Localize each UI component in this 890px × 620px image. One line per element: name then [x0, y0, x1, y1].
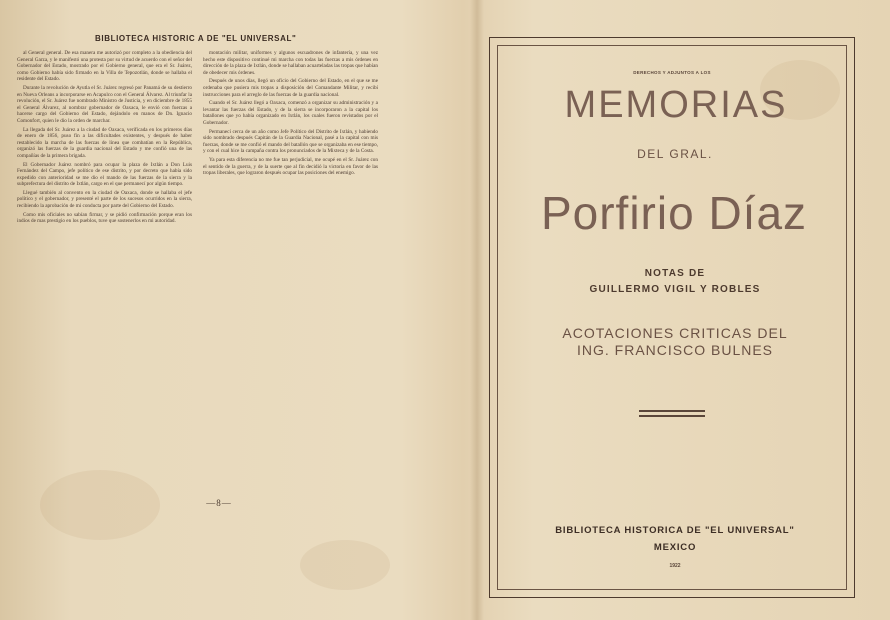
paragraph: Llegué también al convento en la ciudad de Oaxaca, donde se hallaba el jefe político y el gobernador, y presenté el parte de los sucesos ocurridos en la sierra, recibiendo la aprobación de mi conducta por parte del Gobierno del Estado. — [17, 189, 192, 210]
text-column-right — [203, 50, 378, 445]
paragraph: Durante la revolución de Ayutla el Sr. Juárez regresó por Panamá de su destierro en Nueva Orleans a incorporarse en Acapulco con el General Álvarez. Al triunfar la revolución, el Sr. Juárez fue nombrado Ministro de Justicia, y en diciembre de 1855 el General Álvarez, al nombrar gobernador de Oaxaca, le envió con fuerzas a hacerse cargo del Gobierno del Estado, dejándolo en manos de Dn. Ignacio Comonfort, quien le dio la orden de marchar. — [17, 84, 192, 124]
paragraph: Cuando el Sr. Juárez llegó a Oaxaca, comenzó a organizar su administración y a levantar las fuerzas del Estado, y de la sierra se incorporaron a la capital los batallones que yo había organizado en Ixtlán, los cuales fueron revistados por el Gobernador. — [203, 100, 378, 126]
paragraph: Ya para esta diferencia no me fue tan perjudicial, me ocupé en el Sr. Juárez con el sentido de la guerra, y de la suerte que al fin decidió la victoria en favor de las tropas liberales, que lograron después ocupar las posiciones del enemigo. — [203, 156, 378, 177]
paper-stain — [300, 540, 390, 590]
running-header: BIBLIOTECA HISTORIC A DE "EL UNIVERSAL" — [95, 34, 297, 43]
critique-author: ING. FRANCISCO BULNES — [576, 342, 774, 358]
publisher-city: MEXICO — [653, 542, 697, 553]
publisher-block — [520, 522, 830, 556]
critique-credit — [520, 325, 830, 359]
publisher-name: BIBLIOTECA HISTORICA DE "EL UNIVERSAL" — [555, 525, 795, 536]
book-title: MEMORIAS — [564, 84, 788, 126]
paragraph: Como mis oficiales no sabían firmar, y se pidió confirmación porque eran los indios de mas prestigio en los pueblos, tuve que sostenerlos en mi autoridad. — [17, 211, 192, 225]
notes-author: GUILLERMO VIGIL Y ROBLES — [589, 284, 761, 295]
paragraph: La llegada del Sr. Juárez a la ciudad de Oaxaca, verificada en los primeros días de enero de 1856, puso fin a las dificultades existentes, y después de haber restablecido la marcha de las fuerzas de línea que combatían en la República, organizó las fuerzas de la guardia nacional del Estado y me confió una de las compañías de la primera brigada. — [17, 126, 192, 159]
paragraph: montación militar, uniformes y algunos escuadrones de infantería, y una vez hecho este dispositivo continué mi marcha con todas las fuerzas a mis órdenes en dirección de la plaza de Ixtlán, donde se hallaban acuarteladas las tropas que habían de obedecer mis órdenes. — [203, 50, 378, 76]
paragraph: El Gobernador Juárez nombró para ocupar la plaza de Ixtlán a Don Luis Fernández del Campo, jefe político de ese distrito, y por decreto que había sido expedido con anterioridad se me dio el mando de las fuerzas de la sierra y la subprefectura del distrito de Ixtlán, cargo en el que permanecí por algún tiempo. — [17, 161, 192, 188]
text-column-left — [17, 50, 192, 445]
paragraph: Permanecí cerca de un año como Jefe Político del Distrito de Ixtlán, y habiendo sido nombrado después Capitán de la Guardia Nacional, pasé a la capital con mis fuerzas, donde se me confió el mando del batallón que se organizaba en ese tiempo, y con el cual hice la campaña contra los pronunciados de la Mixteca y de la Costa. — [203, 128, 378, 155]
book-subtitle: DEL GRAL. — [637, 147, 713, 161]
notes-label: NOTAS DE — [644, 268, 706, 279]
paragraph: al General general. De esa manera me autorizó por completo a la obediencia del General Garza, y le manifestó una protesta por su virtud de acuerdo con el señor del Gobernador del Estado, mostrado por el Gobierno general, que era el Sr. Juárez, como Gobierno había sido firmado en la Villa de Tepozotlán, donde se hallaba el residente del Estado. — [17, 50, 192, 83]
paper-stain — [40, 470, 160, 540]
notes-credit — [560, 266, 790, 298]
rule-line — [639, 415, 705, 417]
publication-year: 1922 — [669, 563, 681, 569]
book-gutter — [470, 0, 484, 620]
critique-label: ACOTACIONES CRITICAS DEL — [562, 325, 788, 341]
rule-line — [639, 410, 705, 412]
page-ornament: —8— — [206, 498, 232, 508]
paragraph: Después de unos días, llegó un oficio del Gobierno del Estado, en el que se me ordenaba que pusiera mis tropas a disposición del Comandante Militar, y recibí instrucciones para el arreglo de las fuerzas de la guardia nacional. — [203, 78, 378, 98]
decorative-rule — [639, 410, 705, 421]
author-name: Porfirio Díaz — [540, 187, 808, 239]
rights-notice: DERECHOS Y ADJUNTOS A LOS — [633, 70, 711, 75]
